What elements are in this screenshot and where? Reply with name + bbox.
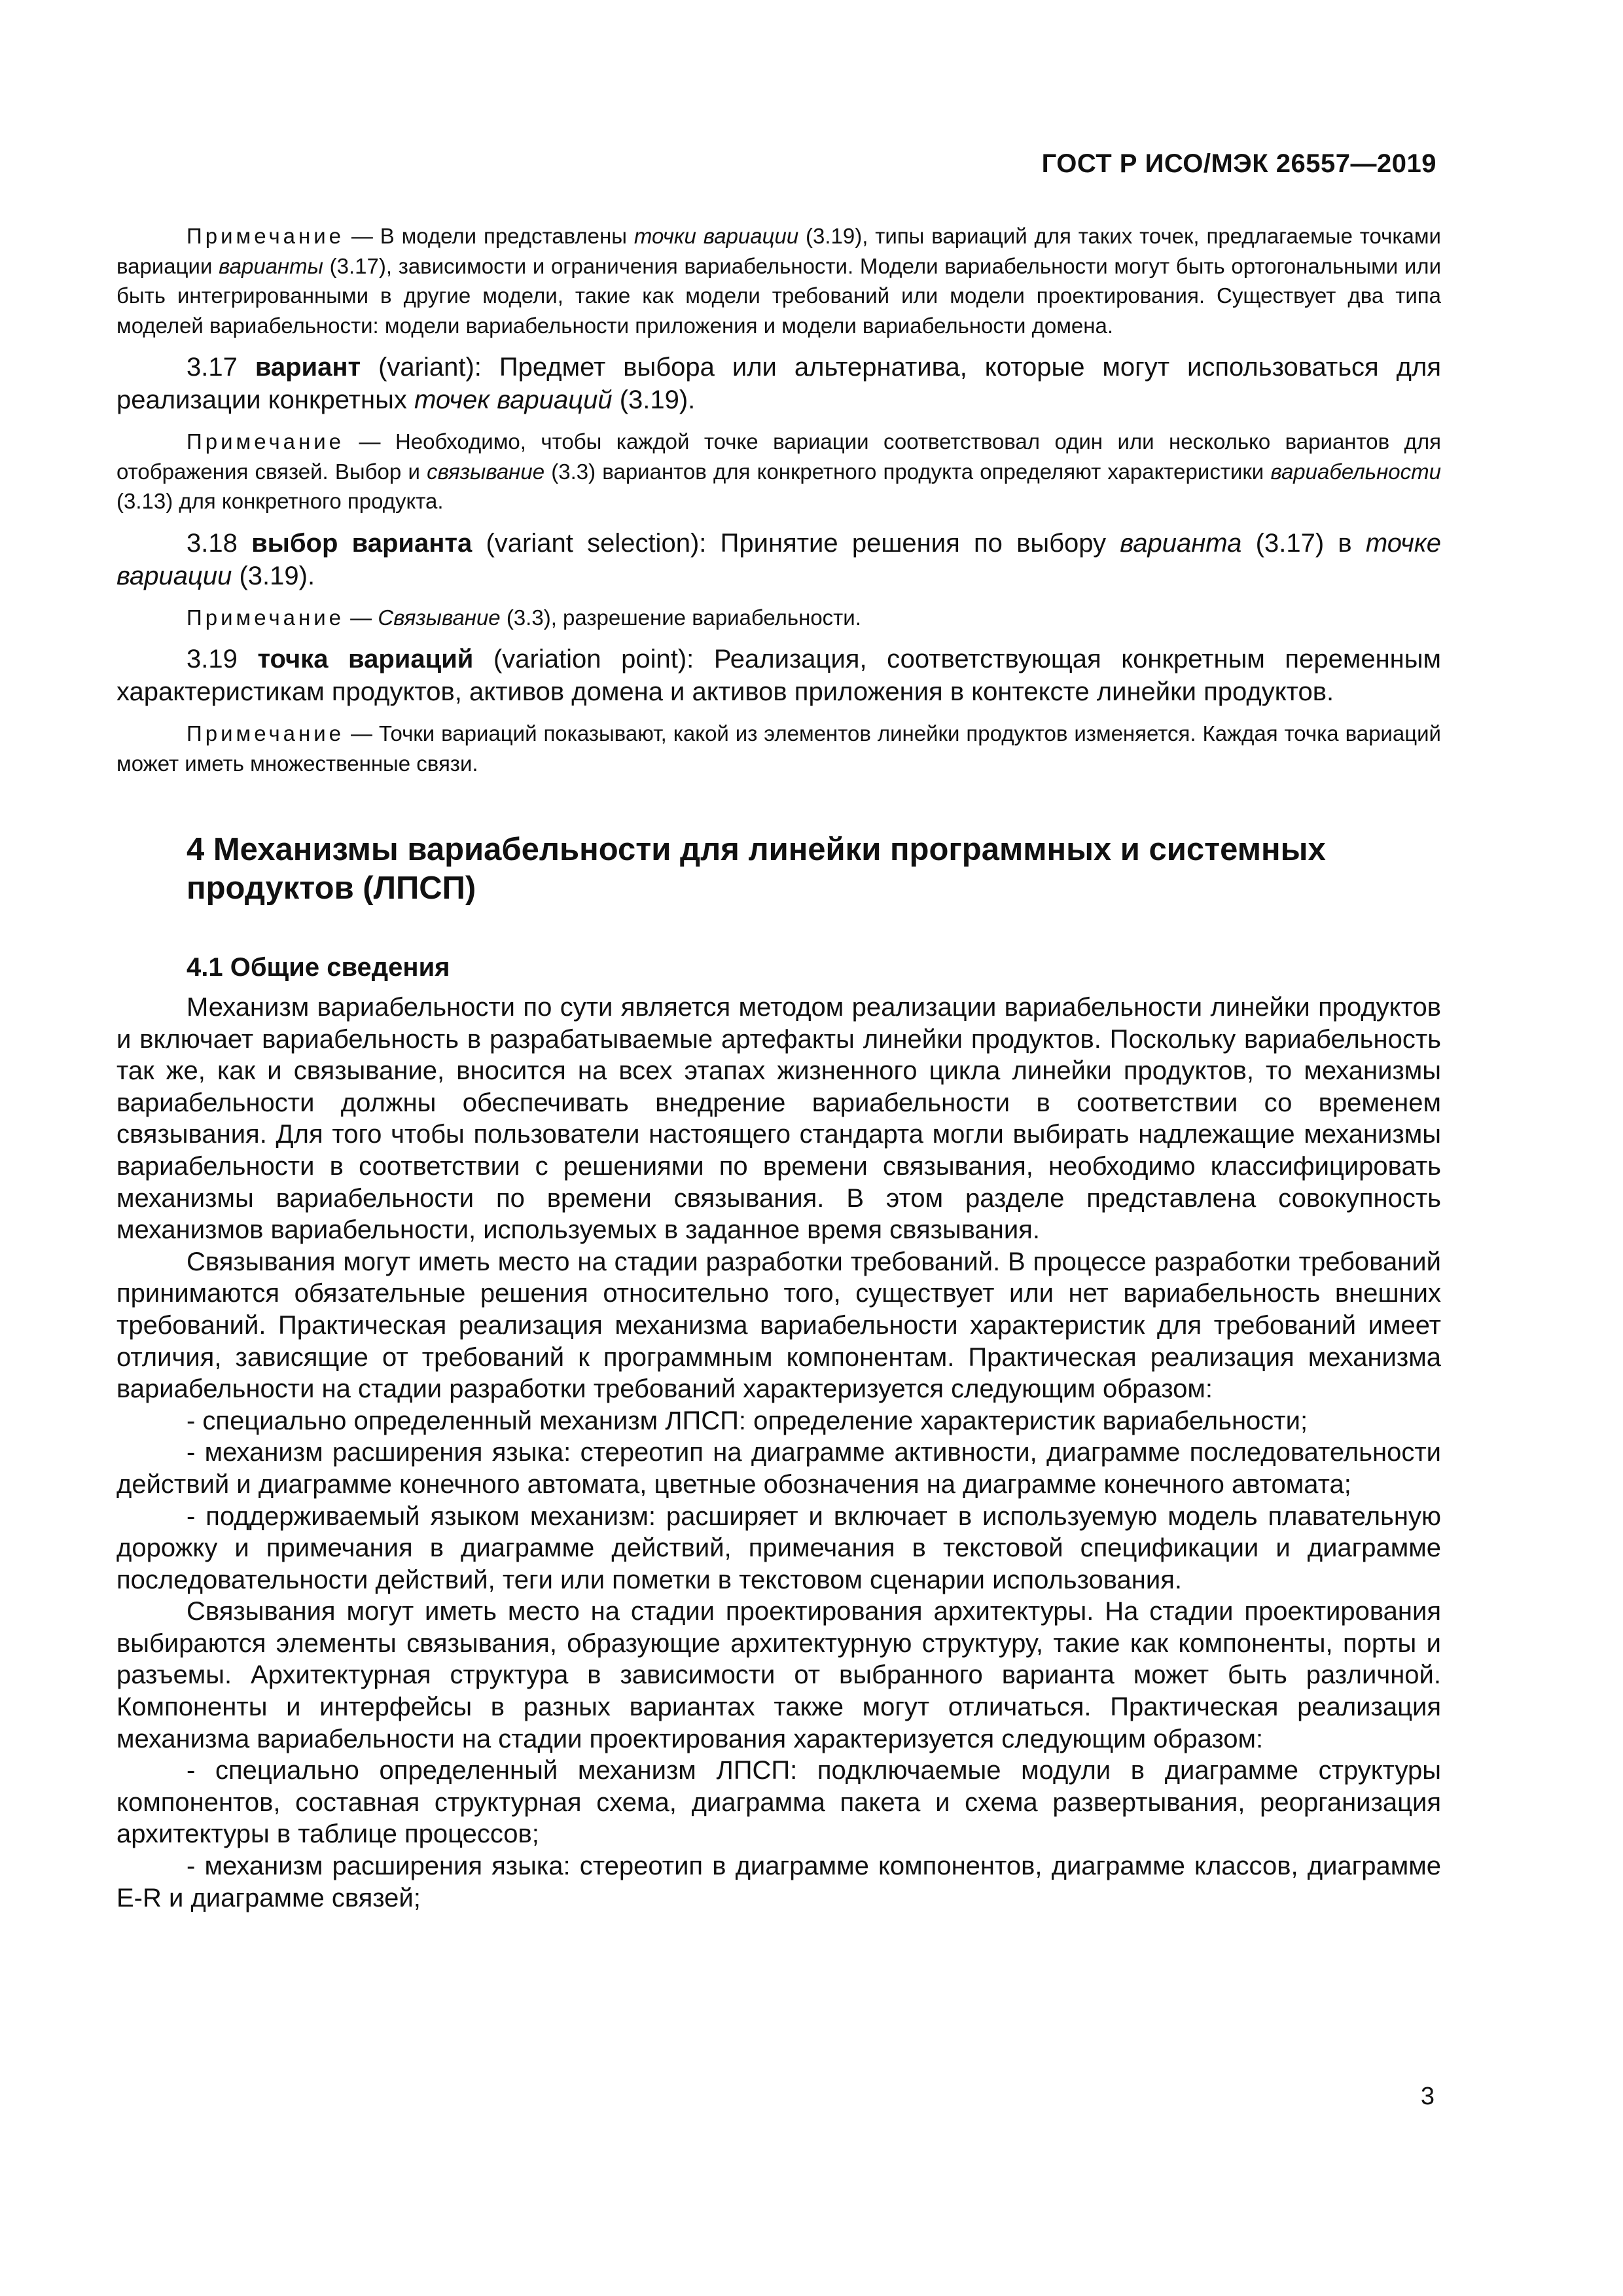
term-definition-3-17 [116,351,1441,416]
term-text: (3.19). [232,561,315,590]
term-number: 3.17 [187,353,255,382]
note-text: (3.3), разрешение вариабельности. [500,605,861,630]
page-content [116,221,1441,1914]
note-text: (3.13) для конкретного продукта. [116,489,444,513]
term-text: (3.19). [612,386,696,414]
note-text: — [344,605,378,630]
term-text: (variant selection): Принятие решения по выбору [472,528,1120,558]
term-name: вариант [255,353,361,382]
note-text: (3.17), зависимости и ограничения вариабельности. Модели вариабельности могут быть ортогональными или быть интегрированными в другие модели, такие как модели требований или модели проектирования. Существует два типа моделей вариабельности: модели вариабельности приложения и модели вариабельности домена. [116,253,1441,338]
standard-header: ГОСТ Р ИСО/МЭК 26557—2019 [1041,149,1436,178]
term-reference: точке вариации [116,528,1442,590]
note-label: Примечание [187,605,345,630]
note-paragraph [116,603,1441,633]
note-term-link: вариабельности [1270,459,1441,484]
note-text: (3.19), типы вариаций для таких точек, предлагаемые точками вариации [116,224,1441,278]
note-text: — В модели представлены [344,224,634,248]
note-label: Примечание [187,224,345,248]
term-name: точка вариаций [257,645,474,673]
term-number: 3.18 [187,528,252,558]
subsection-heading: 4.1 Общие сведения [187,953,450,982]
note-text: — Точки вариаций показывают, какой из элементов линейки продуктов изменяется. Каждая точка вариаций может иметь множественные связи. [116,721,1441,776]
body-paragraph: Связывания могут иметь место на стадии разработки требований. В процессе разработки требований принимаются обязательные решения относительно того, существует или нет вариабельность внешних требований. Практическая реализация механизма вариабельности характеристик для требований имеет отличия, зависящие от требований к программным компонентам. Практическая реализация механизма вариабельности на стадии разработки требований характеризуется следующим образом: [116,1247,1441,1404]
note-text: — Необходимо, чтобы каждой точке вариации соответствовал один или несколько вариантов для отображения связей. Выбор и [116,429,1441,484]
body-paragraph: Связывания могут иметь место на стадии проектирования архитектуры. На стадии проектирования выбираются элементы связывания, образующие архитектурную структуру, такие как компоненты, порты и разъемы. Архитектурная структура в зависимости от выбранного варианта может быть различной. Компоненты и интерфейсы в разных вариантах также могут отличаться. Практическая реализация механизма вариабельности на стадии проектирования характеризуется следующим образом: [116,1597,1441,1753]
term-number: 3.19 [187,645,258,673]
body-paragraph: Механизм вариабельности по сути является методом реализации вариабельности линейки продуктов и включает вариабельность в разрабатываемые артефакты линейки продуктов. Поскольку вариабельность так же, как и связывание, вносится на всех этапах жизненного цикла линейки продуктов, то механизмы вариабельности должны обеспечивать внедрение вариабельности в соответствии со временем связывания. Для того чтобы пользователи настоящего стандарта могли выбирать надлежащие механизмы вариабельности в соответствии с решениями по времени связывания, необходимо классифицировать механизмы вариабельности по времени связывания. В этом разделе представлена совокупность механизмов вариабельности, используемых в заданное время связывания. [116,993,1441,1245]
list-item: - поддерживаемый языком механизм: расширяет и включает в используемую модель плавательную дорожку и примечания в диаграмме действий, примечания в текстовой спецификации и диаграмме последовательности действий, теги или пометки в текстовом сценарии использования. [116,1501,1441,1594]
term-reference: точек вариаций [414,386,613,414]
term-definition-3-19 [116,643,1441,708]
list-item: - специально определенный механизм ЛПСП: подключаемые модули в диаграмме структуры компонентов, составная структурная схема, диаграмма пакета и схема развертывания, реорганизация архитектуры в таблице процессов; [116,1756,1441,1849]
term-name: выбор варианта [251,528,473,558]
note-term-link: варианты [219,253,323,278]
note-paragraph [116,427,1441,516]
term-text: (variation point): Реализация, соответствующая конкретным переменным характеристикам продуктов, активов домена и активов приложения в контексте линейки продуктов. [116,645,1441,706]
page-number: 3 [1420,2083,1435,2110]
list-item: - механизм расширения языка: стереотип в диаграмме компонентов, диаграмме классов, диаграмме E-R и диаграмме связей; [116,1852,1441,1912]
note-label: Примечание [187,721,345,745]
term-text: (variant): Предмет выбора или альтернатива, которые могут использоваться для реализации конкретных [116,353,1441,414]
note-term-link: связывание [427,459,545,484]
note-term-link: Связывание [378,605,501,630]
note-text: (3.3) вариантов для конкретного продукта определяют характеристики [544,459,1271,484]
list-item: - специально определенный механизм ЛПСП: определение характеристик вариабельности; [187,1406,1308,1435]
term-definition-3-18 [116,527,1441,592]
section-heading: 4 Механизмы вариабельности для линейки программных и системных продуктов (ЛПСП) [187,832,1326,906]
note-label: Примечание [187,429,345,454]
note-term-link: точки вариации [633,224,799,248]
note-paragraph [116,719,1441,778]
list-item: - механизм расширения языка: стереотип на диаграмме активности, диаграмме последовательности действий и диаграмме конечного автомата, цветные обозначения на диаграмме конечного автомата; [116,1438,1441,1499]
note-paragraph [116,221,1441,340]
term-reference: варианта [1120,528,1242,558]
term-text: (3.17) в [1241,528,1366,558]
